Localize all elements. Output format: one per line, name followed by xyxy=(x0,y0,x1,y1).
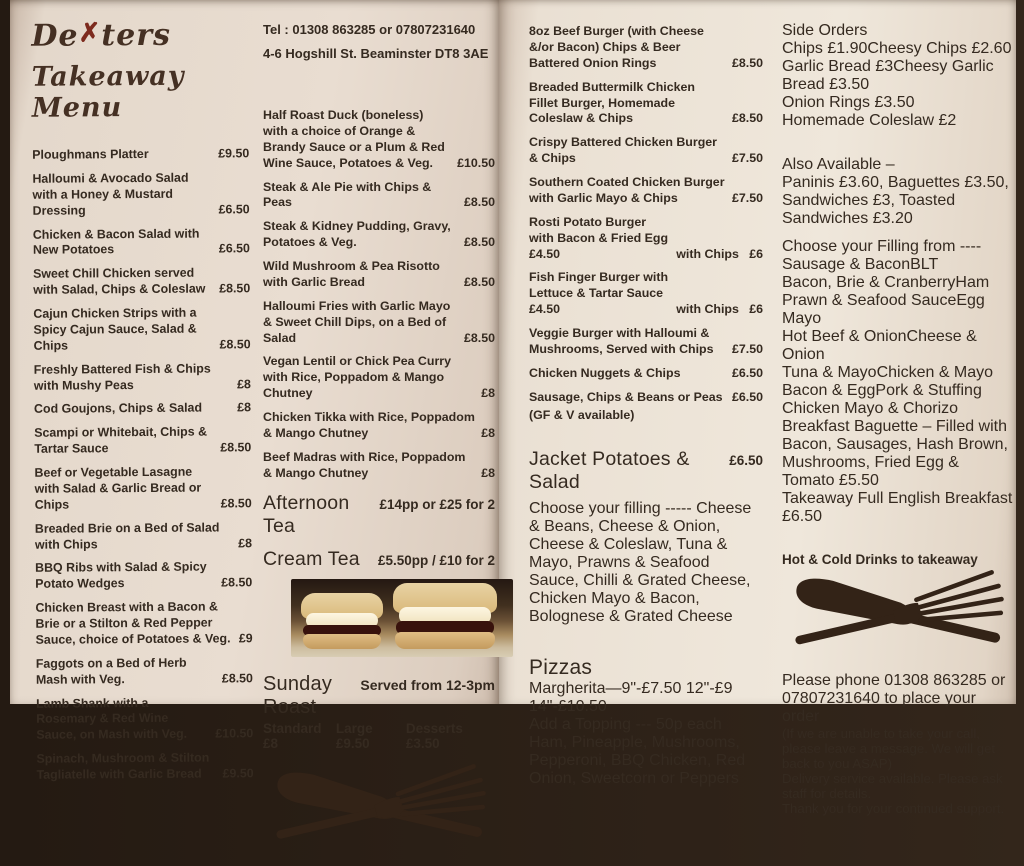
menu-item-price: £6.50 xyxy=(218,241,250,256)
side-order-row xyxy=(782,94,1013,112)
cream-tea-price: £5.50pp / £10 for 2 xyxy=(377,552,495,568)
menu-item xyxy=(263,299,495,347)
menu-item-price: £6.50 xyxy=(731,389,763,404)
menu-item-name: Chicken Tikka with Rice, Poppadom & Mango Chutney xyxy=(263,410,475,440)
sunday-roast-options xyxy=(263,721,495,751)
side-order-right: Cheesy Garlic Bread £3.50 xyxy=(782,58,994,93)
menu-item xyxy=(529,390,763,406)
cream-tea-photo xyxy=(291,579,513,657)
menu-item-name: Halloumi Fries with Garlic Mayo & Sweet Chill Dips, on a Bed of Salad xyxy=(263,298,451,345)
menu-item xyxy=(34,424,251,457)
fillings-title: Choose your Filling from ---- xyxy=(782,238,982,255)
menu-item-price: £8 xyxy=(237,376,251,391)
col2-list xyxy=(263,108,495,482)
pizza-line: Ham, Pineapple, Mushrooms, Pepperoni, BBQ Chicken, Red Onion, Sweetcorn or Peppers xyxy=(529,733,746,787)
cream-tea-heading xyxy=(263,548,495,571)
menu-item-price: £8.50 xyxy=(463,235,495,250)
menu-item-price: £10.50 xyxy=(457,155,495,170)
menu-item-price: £8 xyxy=(238,535,253,550)
menu-item-price: £8.50 xyxy=(463,274,495,289)
sunday-roast-option: Desserts £3.50 xyxy=(405,720,463,751)
menu-item-price: £8.50 xyxy=(731,111,763,126)
filling-right: Egg Mayo xyxy=(782,292,985,327)
menu-item-price: £9 xyxy=(238,631,253,646)
side-order-left: Garlic Bread £3 xyxy=(782,58,894,75)
menu-item-name: Chicken Breast with a Bacon & Brie or a Stilton & Red Pepper Sauce, choice of Potatoes & Veg. xyxy=(35,599,231,647)
order-script-text: Please phone 01308 863285 or 07807231640 to place your order xyxy=(782,672,1006,726)
menu-item-name: Beef or Vegetable Lasagne with Salad & Garlic Bread or Chips xyxy=(34,464,202,512)
filling-left: Bacon & Egg xyxy=(782,382,876,399)
filling-left: Chicken Mayo & Chorizo xyxy=(782,400,959,417)
menu-item-name: Ploughmans Platter xyxy=(32,146,149,162)
menu-item xyxy=(34,464,251,513)
menu-item-name: Half Roast Duck (boneless) with a choice of Orange & Brandy Sauce or a Plum & Red Wine Sauce, Potatoes & Veg. xyxy=(263,108,445,170)
menu-item-name: Lamb Shank with a Rosemary & Red Wine Sauce, on Mash with Veg. xyxy=(36,695,188,742)
sunday-roast-title: Sunday Roast xyxy=(263,672,333,718)
address-line: 4-6 Hogshill St. Beaminster DT8 3AE xyxy=(263,46,489,61)
full-english-label: Takeaway Full English Breakfast xyxy=(782,490,1013,507)
filling-left: Bacon, Brie & Cranberry xyxy=(782,274,956,291)
menu-item-price: £8.50 xyxy=(731,55,763,70)
menu-item xyxy=(263,410,495,442)
menu-item-price: £8.50 xyxy=(219,281,251,296)
show-through-smudge xyxy=(10,0,220,16)
filling-row xyxy=(782,400,1013,418)
menu-item-price: £8.50 xyxy=(221,575,253,590)
menu-item-name: Scampi or Whitebait, Chips & Tartar Sauce xyxy=(34,424,208,456)
column-sides-breakfast-contact xyxy=(782,22,1013,816)
sunday-roast-served: Served from 12-3pm xyxy=(360,676,495,693)
menu-item-price: £8.50 xyxy=(463,330,495,345)
menu-item xyxy=(263,259,495,291)
menu-item xyxy=(32,146,249,163)
menu-item-name: Beef Madras with Rice, Poppadom & Mango Chutney xyxy=(263,449,466,480)
menu-item xyxy=(529,80,763,128)
menu-item-name: Sausage, Chips & Beans or Peas xyxy=(529,389,723,404)
filling-row xyxy=(782,256,1013,274)
pizza-line: Margherita—9"-£7.50 12"-£9 14"-£10.50 xyxy=(529,679,733,715)
side-order-row xyxy=(782,58,1013,94)
filling-right: Ham xyxy=(955,274,990,291)
sunday-roast-option: Standard £8 xyxy=(263,720,322,751)
menu-item-price: with Chips £6 xyxy=(676,246,763,261)
menu-item-price: £8 xyxy=(481,425,495,440)
menu-item xyxy=(33,305,250,354)
also-available-title: Also Available – xyxy=(782,156,895,173)
filling-right: Cheese & Onion xyxy=(782,328,977,363)
menu-item xyxy=(32,170,249,219)
menu-item-name: Cajun Chicken Strips with a Spicy Cajun Sauce, Salad & Chips xyxy=(33,305,197,353)
menu-item-name: Faggots on a Bed of Herb Mash with Veg. xyxy=(35,655,187,687)
jacket-potatoes-heading xyxy=(529,448,763,494)
filling-right: BLT xyxy=(910,256,939,273)
menu-item-price: £8.50 xyxy=(219,336,251,352)
menu-item-price: £10.50 xyxy=(215,726,254,741)
menu-item-price: £6.50 xyxy=(731,365,763,380)
menu-item-price: £8.50 xyxy=(220,440,252,455)
menu-item xyxy=(33,226,250,259)
menu-item xyxy=(263,450,495,482)
menu-item xyxy=(529,366,763,382)
pizzas-title: Pizzas xyxy=(529,655,593,679)
menu-item xyxy=(34,361,251,394)
menu-item-name: Breaded Buttermilk Chicken Fillet Burger, Homemade Coleslaw & Chips xyxy=(529,79,695,126)
menu-item xyxy=(263,219,495,251)
cream-tea-title: Cream Tea xyxy=(263,547,360,570)
menu-item xyxy=(263,354,495,402)
menu-item-name: Breaded Brie on a Bed of Salad with Chips xyxy=(34,520,220,552)
menu-item xyxy=(263,180,495,212)
menu-item xyxy=(529,270,763,318)
menu-item-name: BBQ Ribs with Salad & Spicy Potato Wedges xyxy=(35,559,207,592)
menu-item xyxy=(35,560,252,593)
afternoon-tea-price: £14pp or £25 for 2 xyxy=(379,496,495,512)
side-order-left: Chips £1.90 xyxy=(782,40,868,57)
also-available-line: Sandwiches £3, Toasted Sandwiches £3.20 xyxy=(782,192,956,227)
menu-item-price: £8 xyxy=(481,386,495,401)
also-available-line: Paninis £3.60, Baguettes £3.50, xyxy=(782,174,1009,191)
menu-item-price: £8 xyxy=(481,465,495,480)
filling-row xyxy=(782,382,1013,400)
logo-text-pre: De xyxy=(31,18,79,54)
menu-item-price: with Chips £6 xyxy=(676,302,763,317)
menu-item-price: £8 xyxy=(237,400,252,415)
scone-left xyxy=(301,593,383,651)
phone-line: Tel : 01308 863285 or 07807231640 xyxy=(263,22,476,37)
menu-item xyxy=(36,655,253,688)
menu-item-name: 8oz Beef Burger (with Cheese &/or Bacon) Chips & Beer Battered Onion Rings xyxy=(529,24,704,70)
menu-item-price: £7.50 xyxy=(731,190,763,205)
afternoon-tea-heading xyxy=(263,492,495,538)
thanks-note: Thank you for your continued support. xyxy=(782,801,1005,817)
menu-item xyxy=(263,108,495,172)
menu-item xyxy=(529,175,763,207)
menu-item xyxy=(35,520,252,553)
side-order-row xyxy=(782,40,1013,58)
col1-list xyxy=(32,146,253,783)
menu-item-name: Cod Goujons, Chips & Salad xyxy=(33,400,203,417)
menu-item-name: Crispy Battered Chicken Burger & Chips xyxy=(529,135,717,166)
menu-item xyxy=(36,750,253,783)
menu-item xyxy=(529,326,763,358)
filling-right: Chicken & Mayo xyxy=(876,364,994,381)
side-orders-list xyxy=(782,40,1013,130)
col3-list xyxy=(529,24,763,422)
menu-item xyxy=(34,401,251,418)
filling-row xyxy=(782,292,1013,328)
sunday-roast-heading xyxy=(263,673,495,719)
full-english-price: £6.50 xyxy=(782,508,823,525)
delivery-note: Delivery service available. Please ask staff for details. xyxy=(782,771,1003,802)
menu-item-name: Spinach, Mushroom & Stilton Tagliatelle with Garlic Bread xyxy=(36,750,210,782)
menu-item-price: £8.50 xyxy=(220,495,252,511)
menu-item xyxy=(529,135,763,167)
menu-item xyxy=(35,599,252,648)
side-order-row xyxy=(782,112,1013,130)
fillings-rows xyxy=(782,256,1013,418)
menu-item-name: Halloumi & Avocado Salad with a Honey & Mustard Dressing xyxy=(32,170,189,218)
jacket-potatoes-price: £6.50 xyxy=(729,452,763,468)
menu-item-name: Rosti Potato Burger with Bacon & Fried Egg £4.50 xyxy=(529,214,669,261)
logo-dexters xyxy=(31,17,248,54)
scone-right xyxy=(393,583,497,651)
filling-row xyxy=(782,328,1013,364)
menu-item xyxy=(33,265,250,298)
menu-item-price: £7.50 xyxy=(731,341,763,356)
pizzas-lines xyxy=(529,680,763,788)
menu-item-price: £8.50 xyxy=(463,195,495,210)
menu-item-note: (GF & V available) xyxy=(529,407,635,422)
menu-item-price: £7.50 xyxy=(731,151,763,166)
drinks-line: Hot & Cold Drinks to takeaway xyxy=(782,552,978,567)
menu-item xyxy=(529,24,763,72)
filling-left: Prawn & Seafood Sauce xyxy=(782,292,957,309)
logo-takeaway-menu: Takeaway Menu xyxy=(31,60,185,124)
logo-text-post: ters xyxy=(101,17,172,54)
filling-left: Sausage & Bacon xyxy=(782,256,911,273)
column-burgers-jackets-pizzas xyxy=(529,24,763,788)
menu-item-name: Chicken & Bacon Salad with New Potatoes xyxy=(32,226,200,258)
menu-item-price: £8.50 xyxy=(221,670,253,686)
column-starters-mains xyxy=(31,17,253,791)
breakfast-baguette: Breakfast Baguette – Filled with Bacon, Sausages, Hash Brown, Mushrooms, Fried Egg & Tomato £5.50 xyxy=(782,418,1008,489)
column-contact-mains xyxy=(263,22,495,866)
voicemail-note: (If we are unable to take your call, please leave a message. We will get back to you ASAP) xyxy=(782,726,996,772)
filling-right: Pork & Stuffing xyxy=(875,382,982,399)
jacket-potatoes-title: Jacket Potatoes & Salad xyxy=(529,447,690,493)
crossed-cutlery-icon xyxy=(782,567,1013,667)
jacket-fillings: Choose your filling ----- Cheese & Beans, Cheese & Onion, Cheese & Coleslaw, Tuna & Mayo, Prawns & Seafood Sauce, Chilli & Grated Cheese, Chicken Mayo & Bacon, Bolognese & Grated Cheese xyxy=(529,499,752,625)
afternoon-tea-title: Afternoon Tea xyxy=(263,491,350,537)
menu-item-price: £9.50 xyxy=(222,766,254,781)
pizza-line: Add a Topping --- 50p each xyxy=(529,715,722,733)
sunday-roast-option: Large £9.50 xyxy=(335,720,373,751)
filling-left: Tuna & Mayo xyxy=(782,364,877,381)
filling-row xyxy=(782,274,1013,292)
menu-item-name: Vegan Lentil or Chick Pea Curry with Rice, Poppadom & Mango Chutney xyxy=(263,354,451,401)
side-orders-title: Side Orders xyxy=(782,22,868,39)
menu-item-name: Southern Coated Chicken Burger with Garlic Mayo & Chips xyxy=(529,175,725,205)
filling-left: Hot Beef & Onion xyxy=(782,328,907,345)
also-available-lines xyxy=(782,174,1013,228)
menu-item xyxy=(36,695,253,744)
menu-item-name: Veggie Burger with Halloumi & Mushrooms, Served with Chips xyxy=(529,326,714,356)
crossed-cutlery-icon xyxy=(263,761,495,862)
side-order-left: Homemade Coleslaw £2 xyxy=(782,112,957,129)
menu-item xyxy=(529,215,763,263)
menu-item-price: £6.50 xyxy=(218,201,250,217)
menu-item-name: Sweet Chill Chicken served with Salad, Chips & Coleslaw xyxy=(33,265,206,297)
side-order-left: Onion Rings £3.50 xyxy=(782,94,915,111)
menu-item-name: Wild Mushroom & Pea Risotto with Garlic Bread xyxy=(263,259,440,289)
filling-row xyxy=(782,364,1013,382)
menu-item-name: Freshly Battered Fish & Chips with Mushy Peas xyxy=(33,361,211,393)
menu-item-name: Steak & Ale Pie with Chips & Peas xyxy=(263,179,432,210)
menu-item-name: Steak & Kidney Pudding, Gravy, Potatoes & Veg. xyxy=(263,219,451,250)
full-english-row xyxy=(782,490,1013,526)
menu-item-name: Chicken Nuggets & Chips xyxy=(529,365,681,380)
menu-item-name: Fish Finger Burger with Lettuce & Tartar Sauce £4.50 xyxy=(529,270,669,317)
menu-item-price: £9.50 xyxy=(218,146,250,161)
side-order-right: Cheesy Chips £2.60 xyxy=(867,40,1012,57)
crossed-cutlery-x-icon: ✗ xyxy=(78,18,102,49)
